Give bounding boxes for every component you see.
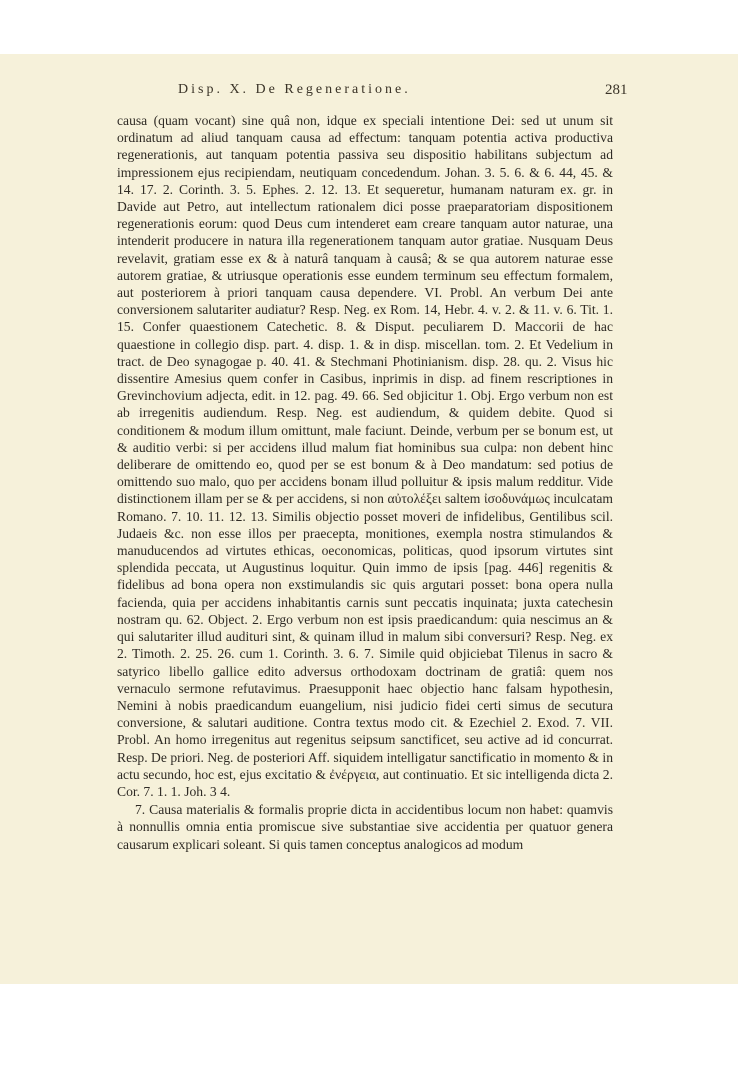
paragraph: causa (quam vocant) sine quâ non, idque ex speciali intentione Dei: sed ut unum sit ordinatum ad aliud tanquam causa ad effectum: tanquam potentia activa productiva regenerationis, aut tanquam potentia passiva seu dispositio habilitans subjectum ad impressionem ejus recipiendam, neutiquam concedendum. Johan. 3. 5. 6. & 6. 44, 45. & 14. 17. 2. Corinth. 3. 5. Ephes. 2. 12. 13. Et sequeretur, humanam naturam ex. gr. in Davide aut Petro, aut intellectum rationalem dici posse praeparatoriam dispositionem regenerationis eorum: quod Deus cum intenderet eam creare tanquam autor naturae, una intenderit producere in natura illa regenerationem tanquam autor gratiae. Nusquam Deus revelavit, gratiam esse ex & à naturâ tanquam à causâ; & se qua autorem naturae esse autorem gratiae, & utriusque operationis esse eundem terminum seu effectum formalem, aut posteriorem à priori tanquam causa dependere. VI. Probl. An verbum Dei ante conversionem salutariter audiatur? Resp. Neg. ex Rom. 14, Hebr. 4. v. 2. & 11. v. 6. Tit. 1. 15. Confer quaestionem Catechetic. 8. & Disput. peculiarem D. Maccorii de hac quaestione in collegio disp. part. 4. disp. 1. & in disp. miscellan. tom. 2. Et Vedelium in tract. de Deo synagogae p. 40. 41. & Stechmani Photinianism. disp. 28. qu. 2. Visus hic dissentire Amesius quem confer in Casibus, inprimis in disp. ad finem rescriptiones in Grevinchovium adjecta, edit. in 12. pag. 49. 66. Sed objicitur 1. Obj. Ergo verbum non est ab irregenitis audiendum. Resp. Neg. est audiendum, & quidem debite. Quod si conditionem & modum illum omittunt, male faciunt. Deinde, verbum per se bonum est, ut & auditio verbi: si per accidens illud malum fiat hominibus sua culpa: non debent hinc deliberare de omittendo eo, quod per se est bonum & à Deo mandatum: sed potius de omittendo suo malo, quo per accidens bonam illud polluitur & ipsis malum redditur. Vide distinctionem illam per se & per accidens, si non αὐτολέξει saltem ἰσοδυνάμως inculcatam Romano. 7. 10. 11. 12. 13. Similis objectio posset moveri de infidelibus, Gentilibus scil. Judaeis &c. non esse illos per praecepta, monitiones, exempla nostra stimulandos & manuducendos ad virtutes ethicas, oeconomicas, politicas, quod ipsorum virtutes sint splendida peccata, ut Augustinus loquitur. Quin immo de ipsis [pag. 446] regenitis & fidelibus ad bona opera non exstimulandis sic quis argutari posset: bona opera nulla facienda, quia per accidens inhabitantis carnis sunt peccatis inquinata; juxta catechesin nostram qu. 62. Object. 2. Ergo verbum non est ipsis praedicandum: quia nescimus an & qui salutariter illud audituri sint, & quinam illud in malum sibi conversuri? Resp. Neg. ex 2. Timoth. 2. 25. 26. cum 1. Corinth. 3. 6. 7. Simile quid objiciebat Tilenus in sacro & satyrico libello gallice edito adversus orthodoxam doctrinam de gratiâ: quem nos vernaculo sermone refutavimus. Praesupponit haec objectio hanc falsam hypothesin, Nemini à nobis praedicandum euangelium, nisi judicio fidei certi simus de secutura conversione, & salutari auditione. Contra textus modo cit. & Ezechiel 2. Exod. 7. VII. Probl. An homo irregenitus aut regenitus seipsum sanctificet, seu active ad id concurrat. Resp. De priori. Neg. de posteriori Aff. siquidem intelligatur sanctificatio in momento & in actu secundo, hoc est, ejus excitatio & ἐνέργεια, aut continuatio. Et sic intelligenda dicta 2. Cor. 7. 1. 1. Joh. 3 4. xyxy=(117,113,613,799)
running-head: Disp. X. De Regeneratione. xyxy=(178,82,411,97)
paragraph: 7. Causa materialis & formalis proprie dicta in accidentibus locum non habet: quamvis à nonnullis omnia entia promiscue sive substantiae sive accidentia per quatuor genera causarum explicari soleant. Si quis tamen conceptus analogicos ad modum xyxy=(117,802,613,852)
page-number: 281 xyxy=(605,82,628,98)
page-header xyxy=(0,82,738,106)
body-text xyxy=(117,112,613,853)
